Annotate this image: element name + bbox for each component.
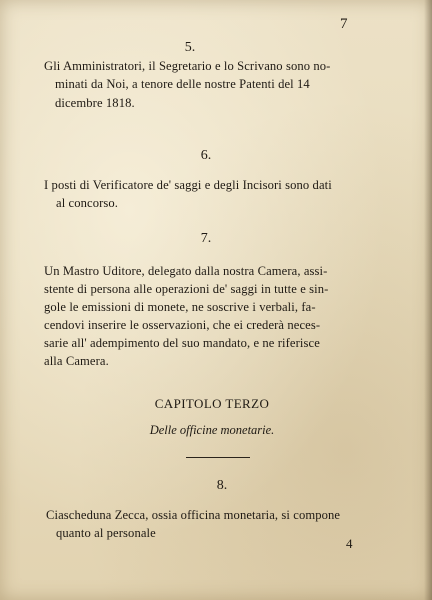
page-edge-shadow [424,0,432,600]
section-7-line-2: stente di persona alle operazioni de' saggi in tutte e sin- [44,282,329,296]
section-7-line-5: sarie all' adempimento del suo mandato, e ne riferisce [44,336,320,350]
page-number: 7 [340,16,348,32]
chapter-title: CAPITOLO TERZO [154,396,270,411]
section-7-number: 7. [200,231,212,246]
section-5-line-3: dicembre 1818. [55,96,135,110]
section-5-number: 5. [184,40,196,55]
section-divider [186,457,250,458]
section-7-line-6: alla Camera. [44,354,109,368]
section-7-line-3: gole le emissioni di monete, ne soscrive i verbali, fa- [44,300,316,314]
section-7-line-4: cendovi inserire le osservazioni, che ei crederà neces- [44,318,321,332]
section-6-number: 6. [200,148,212,163]
section-8-line-1: Ciascheduna Zecca, ossia officina monetaria, si compone [46,508,341,522]
section-6-line-2: al concorso. [56,196,119,210]
section-8-number: 8. [216,478,228,493]
section-5-line-1: Gli Amministratori, il Segretario e lo Scrivano sono no- [44,59,331,73]
section-6-line-1: I posti di Verificatore de' saggi e degli Incisori sono dati [44,178,332,192]
section-7-line-1: Un Mastro Uditore, delegato dalla nostra Camera, assi- [44,264,328,278]
chapter-subtitle: Delle officine monetarie. [149,423,275,437]
section-5-line-2: minati da Noi, a tenore delle nostre Patenti del 14 [55,77,310,91]
signature-mark: 4 [346,536,353,551]
section-8-line-2: quanto al personale [56,526,156,540]
bleed-through-text [250,38,420,458]
